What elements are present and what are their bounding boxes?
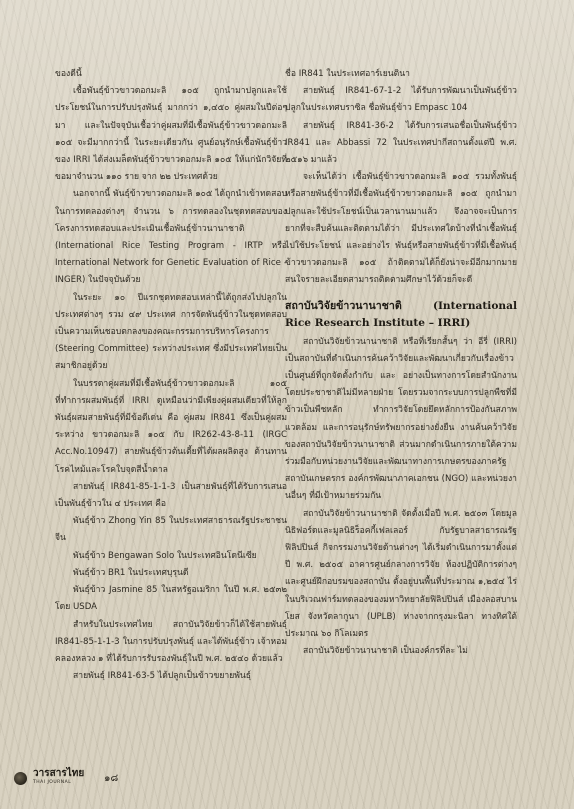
paragraph: สายพันธุ์ IR841-85-1-1-3 เป็นสายพันธุ์ที่ได้รับการเสนอเป็นพันธุ์ข้าวใน ๔ ประเทศ คือ bbox=[55, 481, 287, 510]
page-number: ๑๘ bbox=[104, 772, 119, 784]
section-title: สถาบันวิจัยข้าวนานาชาติ (International Rice Research Institute – IRRI) bbox=[285, 299, 517, 329]
page-footer bbox=[14, 768, 118, 788]
paragraph: ของดีนี้ bbox=[55, 69, 82, 79]
paragraph: สำหรับในประเทศไทย สถาบันวิจัยข้าวก็ได้ใช้สายพันธุ์ IR841-85-1-1-3 ในการปรับปรุงพันธุ์ และได้พันธุ์ข้าว เจ้าหอมคลองหลวง ๑ ที่ได้รับการรับรองพันธุ์ในปี พ.ศ. ๒๕๔๐ ด้วยแล้ว bbox=[55, 619, 287, 664]
right-column bbox=[285, 66, 517, 661]
paragraph: ในระยะ ๑๐ ปีแรกชุดทดสอบเหล่านี้ได้ถูกส่งไปปลูกในประเทศต่างๆ รวม ๔๙ ประเทศ การจัดพันธุ์ข้าวในชุดทดสอบเป็นความเห็นชอบตกลงของคณะกรรมการบริหารโครงการ (Steering Committee) ระหว่างประเทศ ซึ่งมีประเทศไทยเป็นสมาชิกอยู่ด้วย bbox=[55, 292, 287, 372]
paragraph: พันธุ์ข้าว Jasmine 85 ในสหรัฐอเมริกา ในปี พ.ศ. ๒๕๓๒ โดย USDA bbox=[55, 585, 287, 613]
paragraph: สายพันธุ์ IR841-36-2 ได้รับการเสนอชื่อเป็นพันธุ์ข้าว IR841 และ Abbassi 72 ในประเทศปากีสถานตั้งแต่ปี พ.ศ. ๒๕๑๖ มาแล้ว bbox=[285, 120, 517, 166]
paragraph: สถาบันวิจัยข้าวนานาชาติ หรือที่เรียกสั้นๆ ว่า อีรี่ (IRRI) เป็นสถาบันที่ดำเนินการค้นคว้าวิจัยและพัฒนาเกี่ยวกับเรื่องข้าว เป็นศูนย์ที่ถูกจัดตั้งกำกับ และ อย่างเป็นทางการโดยสำนักงาน โดยประชาชาติไม่มีหลายฝ่าย โดยรวมจากระบบการปลูกพืชที่มีข้าวเป็นพืชหลัก ทำการวิจัยโดยยึดหลักการป้องกันสภาพแวดล้อม และการอนุรักษ์ทรัพยากรอย่างยั่งยืน งานค้นคว้าวิจัยของสถาบันวิจัยข้าวนานาชาติ ส่วนมากดำเนินการภายใต้ความร่วมมือกับหน่วยงานวิจัยและพัฒนาทางการเกษตรของภาครัฐ สถาบันเกษตรกร องค์กรพัฒนาภาคเอกชน (NGO) และหน่วยงานอื่นๆ ที่มีเป้าหมายร่วมกัน bbox=[285, 336, 517, 502]
paragraph: จะเห็นได้ว่า เชื้อพันธุ์ข้าวขาวดอกมะลิ ๑๐๕ รวมทั้งพันธุ์หรือสายพันธุ์ข้าวที่มีเชื้อพันธุ์ข้าวขาวดอกมะลิ ๑๐๕ ถูกนำมาปลูกและใช้ประโยชน์เป็นเวลานานมาแล้ว จึงอาจจะเป็นการยากที่จะสืบค้นและติดตามได้ว่า มีประเทศใดบ้างที่นำเชื้อพันธุ์ไปใช้ประโยชน์ และอย่างไร พันธุ์หรือสายพันธุ์ข้าวที่มีเชื้อพันธุ์ข้าวขาวดอกมะลิ ๑๐๕ ถ้าติดตามได้ก็ยังน่าจะมีอีกมากมาย สนใจรายละเอียดสามารถติดตามศึกษาไว้ด้วยก็จะดี bbox=[285, 172, 517, 286]
paragraph: พันธุ์ข้าว Bengawan Solo ในประเทศอินโดนีเซีย bbox=[73, 550, 257, 561]
paragraph: นอกจากนี้ พันธุ์ข้าวขาวดอกมะลิ ๑๐๕ ได้ถูกนำเข้าทดสอบในการทดลองต่างๆ จำนวน ๖ การทดลองในชุดทดสอบของโครงการทดสอบและประเมินเชื้อพันธุ์ข้าวนานาชาติ (International Rice Testing Program - IRTP หรือ International Network for Genetic Evaluation of Rice - INGER) ในปัจจุบันด้วย bbox=[55, 189, 287, 286]
paragraph: สายพันธุ์ IR841-63-5 ได้ปลูกเป็นข้าวขยายพันธุ์ bbox=[73, 671, 252, 682]
paragraph: ในบรรดาคู่ผสมที่มีเชื้อพันธุ์ข้าวขาวดอกมะลิ ๑๐๕ ที่ทำการผสมพันธุ์ที่ IRRI ดูเหมือนว่ามีเพียงคู่ผสมเดียวที่ให้ลูกพันธุ์ผสมสายพันธุ์ที่มีข้อดีเด่น คือ คู่ผสม IR841 ซึ่งเป็นคู่ผสมระหว่าง ขาวดอกมะลิ ๑๐๕ กับ IR262-43-8-11 (IRGC Acc.No.10947) สายพันธุ์ข้าวต้นเตี้ยที่ได้ผลผลิตสูง ต้านทานโรคไหม้และโรคใบจุดสีน้ำตาล bbox=[55, 378, 287, 475]
journal-logo-name: วารสารไทย bbox=[33, 768, 85, 779]
paragraph: ชื่อ IR841 ในประเทศอาร์เยนตินา bbox=[285, 69, 410, 79]
paragraph: เชื้อพันธุ์ข้าวขาวดอกมะลิ ๑๐๕ ถูกนำมาปลูกและใช้ประโยชน์ในการปรับปรุงพันธุ์ มากกว่า ๑,๔๕๐ คู่ผสมในปีต่อๆ มา และในปัจจุบันเชื้อว่าคู่ผสมที่มีเชื้อพันธุ์ข้าวขาวดอกมะลิ ๑๐๕ จะมีมากกว่านี้ ในระยะเดียวกัน ศูนย์อนุรักษ์เชื้อพันธุ์ข้าวของ IRRI ได้ส่งเมล็ดพันธุ์ข้าวขาวดอกมะลิ ๑๐๕ ให้แก่นักวิจัยที่ขอมาจำนวน ๑๑๐ ราย จาก ๒๒ ประเทศด้วย bbox=[55, 86, 287, 183]
left-column bbox=[55, 66, 287, 685]
paragraph: พันธุ์ข้าว Zhong Yin 85 ในประเทศสาธารณรัฐประชาชนจีน bbox=[55, 516, 287, 544]
paragraph: สถาบันวิจัยข้าวนานาชาติ เป็นองค์กรที่ละ ไม่ bbox=[303, 646, 468, 657]
paragraph: สถาบันวิจัยข้าวนานาชาติ จัดตั้งเมื่อปี พ.ศ. ๒๕๐๓ โดยมูลนิธิฟอร์ดและมูลนิธิร็อคกี้เฟลเลอร์ กับรัฐบาลสาธารณรัฐฟิลิปปินส์ กิจกรรมงานวิจัยด้านต่างๆ ได้เริ่มดำเนินการมาตั้งแต่ปี พ.ศ. ๒๕๐๕ อาคารศูนย์กลางการวิจัย ห้องปฏิบัติการต่างๆ และศูนย์ฝึกอบรมของสถาบัน ตั้งอยู่บนพื้นที่ประมาณ ๑,๒๕๔ ไร่ ในบริเวณฟาร์มทดลองของมหาวิทยาลัยฟิลิปปินส์ เมืองลอสบานโยส จังหวัดลากูนา (UPLB) ห่างจากกรุงมะนิลา ทางทิศใต้ประมาณ ๖๐ กิโลเมตร bbox=[285, 508, 517, 640]
paragraph: พันธุ์ข้าว BR1 ในประเทศบุรุนดี bbox=[73, 567, 189, 578]
journal-logo-icon bbox=[14, 772, 27, 785]
paragraph: สายพันธุ์ IR841-67-1-2 ได้รับการพัฒนาเป็นพันธุ์ข้าวปลูกในประเทศบราซิล ชื่อพันธุ์ข้าว Empasc 104 bbox=[285, 86, 517, 114]
journal-logo-subtitle: THAI JOURNAL bbox=[33, 780, 72, 785]
journal-logo bbox=[33, 769, 84, 787]
